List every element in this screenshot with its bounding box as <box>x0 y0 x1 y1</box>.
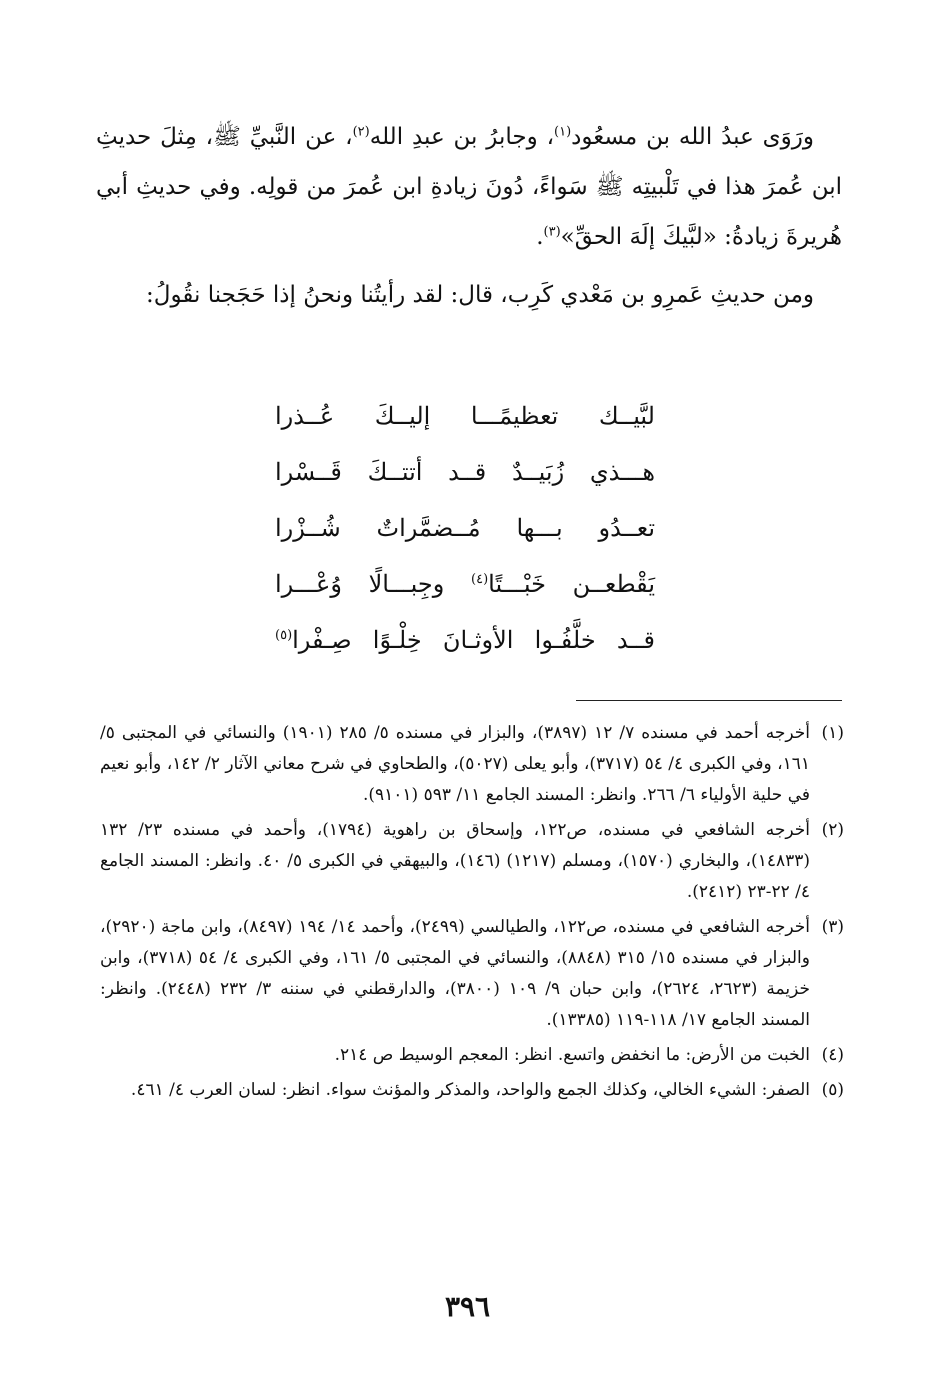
paragraph-1 <box>96 112 842 262</box>
main-text <box>96 112 842 320</box>
verse-line <box>275 500 655 556</box>
footnote-ref-1: (١) <box>554 124 572 140</box>
footnote-ref-4: (٤) <box>471 572 489 587</box>
verse-text: يَقْطعــن خَبْـــتًا <box>488 570 655 598</box>
verse-text: تعــدُو بـــها مُــضمَّراتٌ شُــزْرا <box>275 514 655 542</box>
verse-line <box>275 612 655 668</box>
footnote-5 <box>100 1075 844 1106</box>
footnote-text: الصفر: الشيء الخالي، وكذلك الجمع والواحد، والمذكر والمؤنث سواء. انظر: لسان العرب ٤/ ٤٦١. <box>130 1080 810 1100</box>
footnotes <box>100 718 844 1110</box>
paragraph-1-text-b: ، وجابرُ بن عبدِ الله <box>369 124 555 150</box>
footnote-number: (٢) <box>821 820 844 840</box>
footnote-number: (٤) <box>821 1045 844 1065</box>
footnote-1 <box>100 718 844 811</box>
verse-text-cont: وجِبـــالًا وُعْـــرا <box>275 570 472 598</box>
paragraph-2: ومن حديثِ عَمرِو بن مَعْدي كَرِب، قال: لقد رأيتُنا ونحنُ إذا حَجَجنا نقُولُ: <box>146 282 814 308</box>
footnote-number: (٣) <box>821 917 845 937</box>
verse-line <box>275 556 655 612</box>
footnote-text: أخرجه أحمد في مسنده ٧/ ١٢ (٣٨٩٧)، والبزار في مسنده ٥/ ٢٨٥ (١٩٠١) والنسائي في المجتبى ٥/ ١٦١، وفي الكبرى ٤/ ٥٤ (٣٧١٧)، وأبو يعلى (٥٠٢٧)، والطحاوي في شرح معاني الآثار ٢/ ١٤٢، وأبو نعيم في حلية الأولياء ٦/ ٢٦٦. وانظر: المسند الجامع ١١/ ٥٩٣ (٩١٠١). <box>100 723 810 805</box>
footnote-number: (٥) <box>821 1080 844 1100</box>
footnote-text: أخرجه الشافعي في مسنده، ص١٢٢، وإسحاق بن راهوية (١٧٩٤)، وأحمد في مسنده ٢٣/ ١٣٢ (١٤٨٣٣)، والبخاري (١٥٧٠)، ومسلم (١٢١٧) (١٤٦)، والبيهقي في الكبرى ٥/ ٤٠. وانظر: المسند الجامع ٤/ ٢٢-٢٣ (٢٤١٢). <box>100 820 810 902</box>
paragraph-1-text-a: ورَوَى عبدُ الله بن مسعُود <box>571 124 814 150</box>
paragraph-1-text-c: ، عن النَّبيِّ ﷺ، مِثلَ حديثِ ابن عُمرَ هذا في تَلْبيتِه ﷺ سَواءً، دُونَ زيادةِ ابن عُمرَ من قولِه. وفي حديثِ أبي هُريرةَ زيادةُ: «لبَّيكَ إلَهَ الحقِّ» <box>96 124 842 250</box>
verse-text: لبَّيــك تعظيمًـــا إليــكَ عُــذرا <box>275 402 655 430</box>
verse-text: قــد خلَّفُـوا الأوثـانَ خِلْـوًا صِـفْرا <box>292 626 655 654</box>
page-number: ٣٩٦ <box>444 1290 491 1323</box>
footnote-ref-5: (٥) <box>275 628 293 643</box>
footnote-text: أخرجه الشافعي في مسنده، ص١٢٢، والطيالسي (٢٤٩٩)، وأحمد ١٤/ ١٩٤ (٨٤٩٧)، وابن ماجة (٢٩٢٠)، والبزار في مسنده ١٥/ ٣١٥ (٨٨٤٨)، والنسائي في المجتبى ٥/ ١٦١، وفي الكبرى ٤/ ٥٤ (٣٧١٨)، وابن خزيمة (٢٦٢٣، ٢٦٢٤)، وابن حبان ٩/ ١٠٩ (٣٨٠٠)، والدارقطني في سننه ٣/ ٢٣٢ (٢٤٤٨). وانظر: المسند الجامع ١٧/ ١١٨-١١٩ (١٣٣٨٥). <box>100 917 811 1030</box>
verse-text: هـــذي زُبَيــدٌ قــد أتتــكَ قَــسْرا <box>275 458 655 486</box>
footnote-separator <box>576 700 842 701</box>
footnote-ref-2: (٢) <box>352 124 370 140</box>
verse-line <box>275 444 655 500</box>
footnote-number: (١) <box>821 723 844 743</box>
footnote-2 <box>100 815 844 908</box>
footnote-text: الخبت من الأرض: ما انخفض واتسع. انظر: المعجم الوسيط ص ٢١٤. <box>334 1045 810 1065</box>
verse-line <box>275 388 655 444</box>
footnote-3 <box>100 912 844 1036</box>
paragraph-1-text-d: . <box>536 224 544 250</box>
footnote-4 <box>100 1040 844 1071</box>
footnote-ref-3: (٣) <box>543 224 561 240</box>
